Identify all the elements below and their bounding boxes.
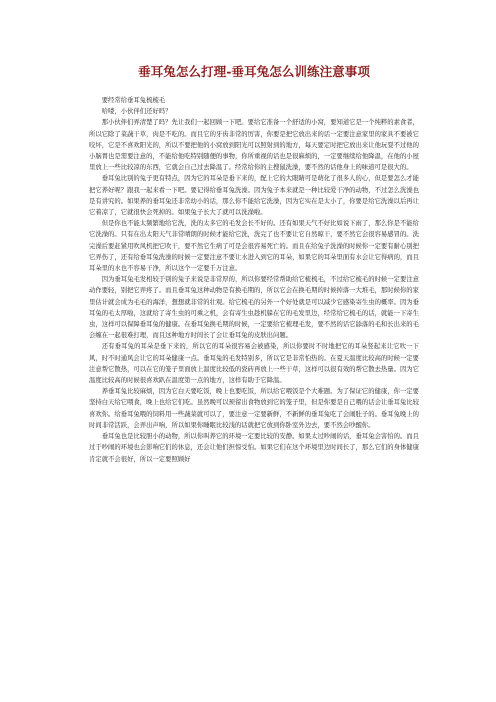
paragraph: 哈喽，小伙伴们还好吗？	[101, 108, 172, 116]
document-body	[89, 95, 419, 465]
paragraph: 还有垂耳兔的耳朵是垂下来的，所以它的耳朵很容易会被感染，所以你要时不时地把它的耳朵竖起来让它吹一下风，时不时通风会让它的耳朵健康一点。垂耳兔的毛发特别多，所以它是非常怕热的。在夏天温度比较高的时候一定要注意帮它散热，可以在它的笼子里面放上温度比较低的瓷砖再放上一些干草，这样可以很有效的帮它散去热量。因为它温度比较高的时候很喜欢趴在温度第一点的地方，这样有助于它降温。	[89, 343, 419, 385]
paragraph: 垂耳兔也是比较胆小的动物，所以你叫养它的环境一定要比较的安静。如果太过吵闹的话，垂耳兔会害怕的。而且过于吵闹的环境也会影响它们的休息，还会让他们担惊受怕。如果它们在这个环境里边时间长了，那么它们的身体健康肯定就不会很好，所以一定要照顾好	[89, 433, 419, 463]
paragraph: 但是你也不能太频繁地给它洗，洗的太多它的毛发会长不好的。还有如果天气不好比如说下雨了，那么你是不能给它洗澡的。只有在出太阳天气非常晴朗的时候才能给它洗，洗完了也不要让它自然晾干，要不然它会很容易感冒的。洗完澡后要赶紧用吹风机把它吹干，要不然它生病了可是会很容易死亡的。而且在给兔子洗澡的时候你一定要有耐心别把它弄伤了，还有给垂耳兔洗澡的时候一定要注意不要让水进入到它的耳朵，如果它的耳朵里面有水会让它得病的，而且耳朵里的水也不容易干净，所以这个一定要千万注意。	[89, 220, 419, 273]
document-title: 垂耳兔怎么打理-垂耳兔怎么训练注意事项	[138, 64, 370, 79]
paragraph: 要经常给垂耳兔梳梳毛	[101, 97, 166, 104]
paragraph: 养垂耳兔比较麻烦，因为它白天要吃饭，晚上也要吃饭，所以给它喂饭是个大难题。为了保证它的健康，你一定要坚持白天给它喂食，晚上也给它们吃。虽然晚可以预留出食物放到它的笼子里，但是你要是自己喂的话会让垂耳兔比较喜欢你。给垂耳兔喂的饲料用一些蔬菜就可以了，要注意一定要新鲜，不新鲜的垂耳兔吃了会闹肚子的。垂耳兔晚上的时间非常活跃，会弄出声响，所以如果你睡眠比较浅的话就把它放到你卧室外边去，要不然会吵醒你。	[89, 388, 419, 429]
paragraph: 因为垂耳兔毛发相较于别的兔子来说是非常厚的，所以你要经常帮助给它梳梳毛，不过给它梳毛的时候一定要注意动作要轻，别把它弄疼了。而且垂耳兔这种动物是有换毛期的，所以它会在换毛期的时候掉落一大堆毛，那时候你的家里估计就会成为毛毛的海洋，想想就非常的壮观。给它梳毛的另外一个好处就是可以减少它感染寄生虫的概率。因为垂耳兔的毛太厚啦，这就给了寄生虫的可乘之机，会有寄生虫趁机躲在它的毛发里边，经常给它梳毛的话，就能一下寄生虫，这样可以保障垂耳兔的健康。在垂耳兔换毛期的时候，一定要给它梳理毛发，要不然的话它舔落的毛和长出来的毛会缠在一起很难打理，而且这种地方时间长了会让垂耳兔的皮肤出问题。	[89, 276, 419, 340]
paragraph: 垂耳兔比别的兔子更有特点，因为它的耳朵是垂下来的，配上它的大眼睛可是萌化了很多人的心，但是要怎么才能把它养好呢？跟我一起来看一下吧。要记得给垂耳兔洗澡。因为兔子本来就是一种比较爱干净的动物，不过怎么洗澡也是有讲究的。如果养的垂耳兔还非常幼小的话，那么你不能给它洗澡，因为它实在是太小了，你要是给它洗澡以后再让它着凉了，它就很快会死掉的。如果兔子长大了就可以洗澡啦。	[89, 175, 419, 217]
paragraph: 那小伙伴们弄清楚了吗？先让我们一起回顾一下吧。要给它准备一个舒适的小窝，要知道它是一个纯粹的素食者，所以它除了菜蔬干草，肉是不吃的。而且它的牙齿非常的厉害，你要是把它放出来的话一定要注意家里的家具不要被它咬坏，它是不喜欢阳光的，所以不要把他的小窝放到阳光可以照射到的地方，每天要定时把它放出来让他玩耍不过他的小脑胃也是需要注意的，不能给他吃特别随便的事物，你所重视的话也是很麻烦的，一定要继续给他降温，在他的小屋里放上一些比较凉的东西，它就会自己过去降温了。经常给你的主搜鼠洗澡，要不然的话他身上的味道可是很大的。	[89, 119, 419, 172]
